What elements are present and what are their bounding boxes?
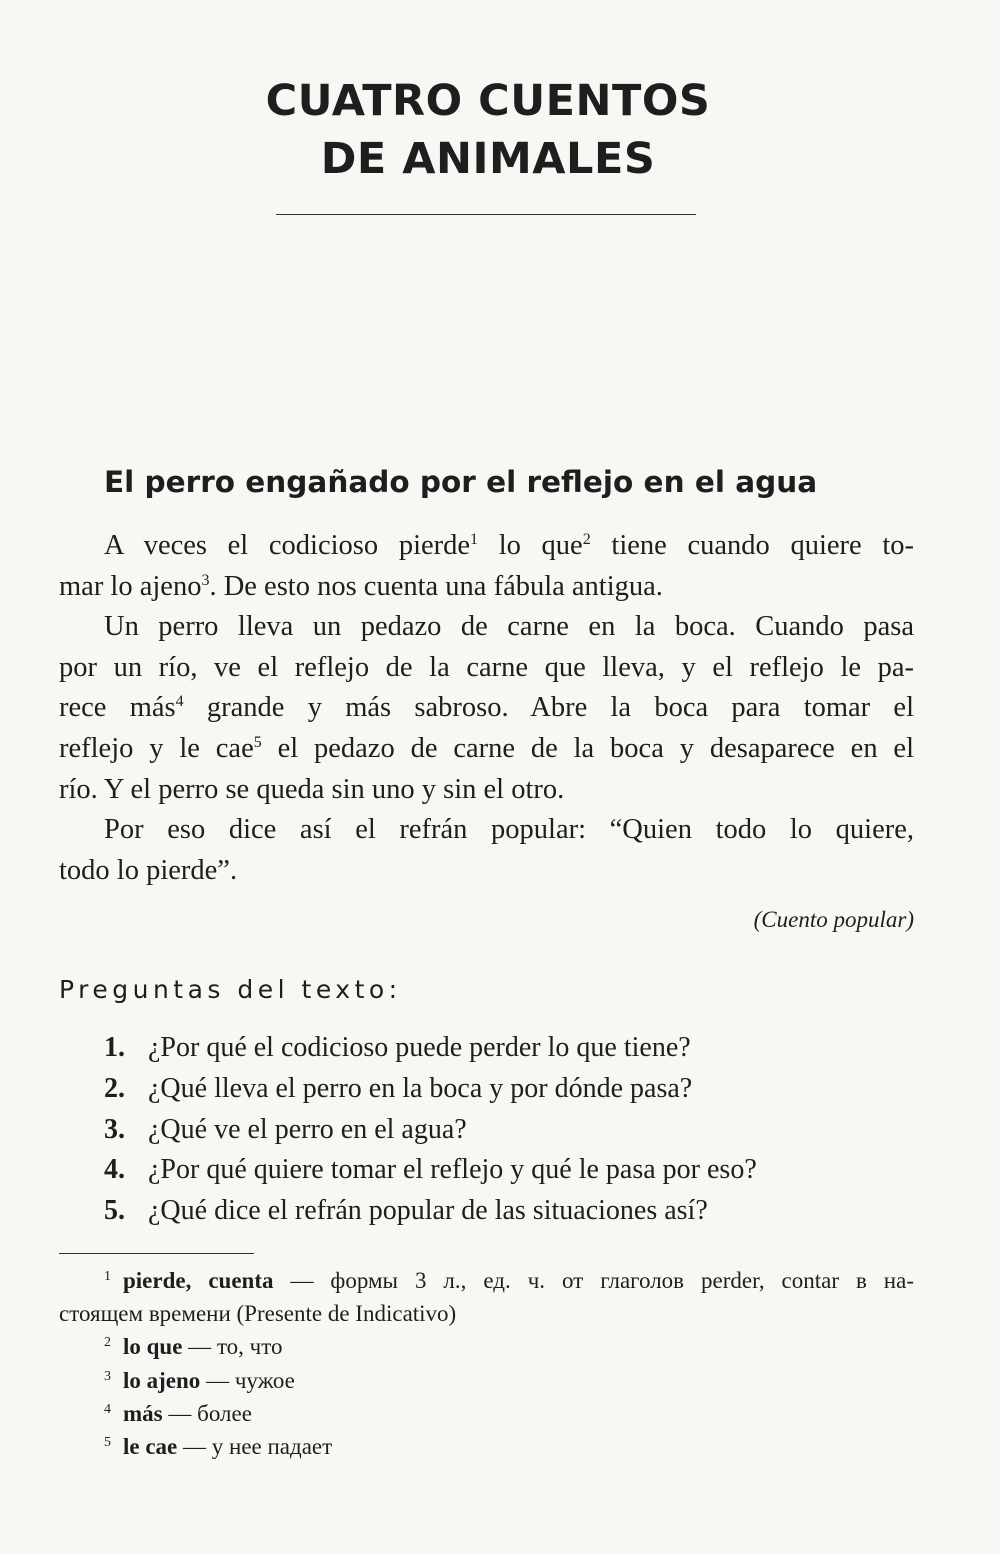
question-number: 3.: [104, 1113, 125, 1145]
question-number: 2.: [104, 1072, 125, 1104]
paragraph-3: [59, 810, 914, 891]
paragraph-3-line-2: todo lo pierde”.: [59, 854, 238, 886]
footnote-ref-3: 3: [201, 571, 210, 589]
footnote-term: lo que: [123, 1334, 183, 1360]
story-title: El perro engañado por el reflejo en el agua: [104, 465, 818, 499]
footnote-definition: — формы 3 л., ед. ч. от глаголов perder, contar в на-: [273, 1268, 914, 1293]
chapter-title-line-1: CUATRO CUENTOS: [265, 76, 711, 126]
chapter-title-line-2: DE ANIMALES: [320, 134, 656, 184]
paragraph-1-line-1: A veces el codicioso pierde$^1$ lo que$^2$ tiene cuando quiere to-: [104, 530, 914, 561]
footnote-term: le cae: [123, 1434, 178, 1460]
questions-heading: Preguntas del texto:: [59, 975, 402, 1004]
question-item: [104, 1069, 757, 1110]
paragraph-2-line-2: por un río, ve el reflejo de la carne que lleva, y el reflejo le pa-: [59, 651, 914, 683]
chapter-title: [150, 72, 826, 188]
question-number: 5.: [104, 1195, 125, 1227]
question-item: [104, 1191, 757, 1232]
question-text: ¿Qué lleva el perro en la boca y por dónde pasa?: [148, 1072, 693, 1104]
footnote-mark: 4: [104, 1401, 111, 1417]
footnote-term: lo ajeno: [123, 1367, 201, 1393]
footnote-item: [59, 1397, 914, 1430]
question-number: 4.: [104, 1154, 125, 1186]
footnote-definition: — более: [162, 1400, 252, 1426]
footnote-mark: 2: [104, 1335, 111, 1351]
footnote-mark: 3: [104, 1368, 111, 1384]
question-item: [104, 1150, 757, 1191]
footnote-item: [59, 1364, 914, 1397]
paragraph-2-line-4: reflejo y le cae$^5$ el pedazo de carne de la boca y desaparece en el: [59, 732, 914, 764]
paragraph-2-line-3: rece más$^4$ grande y más sabroso. Abre la boca para tomar el: [59, 692, 915, 724]
paragraph-2: [59, 607, 914, 810]
footnote-item: [59, 1330, 914, 1363]
footnote-definition: — чужое: [200, 1367, 295, 1393]
question-text: ¿Por qué quiere tomar el reflejo y qué le pasa por eso?: [148, 1154, 757, 1186]
question-text: ¿Qué ve el perro en el agua?: [148, 1113, 467, 1145]
footnote-item: [59, 1264, 914, 1297]
footnote-definition: — то, что: [182, 1334, 283, 1360]
footnotes: [59, 1264, 914, 1463]
footnote-divider: [59, 1253, 254, 1254]
paragraph-2-line-1: Un perro lleva un pedazo de carne en la boca. Cuando pasa: [104, 611, 914, 643]
question-number: 1.: [104, 1032, 125, 1063]
footnote-ref-5: 5: [253, 733, 262, 751]
question-item: [104, 1028, 757, 1069]
footnote-term: más: [123, 1400, 163, 1426]
question-item: [104, 1110, 757, 1151]
footnote-ref-1: 1: [470, 531, 479, 548]
footnote-definition: — у нее падает: [177, 1434, 333, 1460]
footnote-ref-2: 2: [582, 531, 591, 548]
footnote-ref-4: 4: [175, 693, 184, 711]
footnote-continuation: стоящем времени (Presente de Indicativo): [59, 1301, 457, 1327]
paragraph-1-line-2: mar lo ajeno$^3$. De esto nos cuenta una fábula antigua.: [59, 570, 663, 602]
title-divider: [276, 214, 696, 215]
footnote-item: [59, 1430, 914, 1463]
paragraph-3-line-1: Por eso dice así el refrán popular: “Quien todo lo quiere,: [104, 814, 914, 846]
footnote-mark: 1: [104, 1269, 111, 1284]
question-text: ¿Qué dice el refrán popular de las situaciones así?: [148, 1195, 708, 1227]
story-body: [59, 526, 914, 891]
footnote-term: pierde, cuenta: [123, 1268, 274, 1293]
story-source: (Cuento popular): [753, 907, 914, 932]
paragraph-1: [59, 526, 914, 607]
questions-list: [104, 1028, 757, 1232]
footnote-mark: 5: [104, 1435, 111, 1451]
question-text: ¿Por qué el codicioso puede perder lo que tiene?: [148, 1032, 691, 1063]
paragraph-2-line-5: río. Y el perro se queda sin uno y sin el otro.: [59, 773, 565, 805]
